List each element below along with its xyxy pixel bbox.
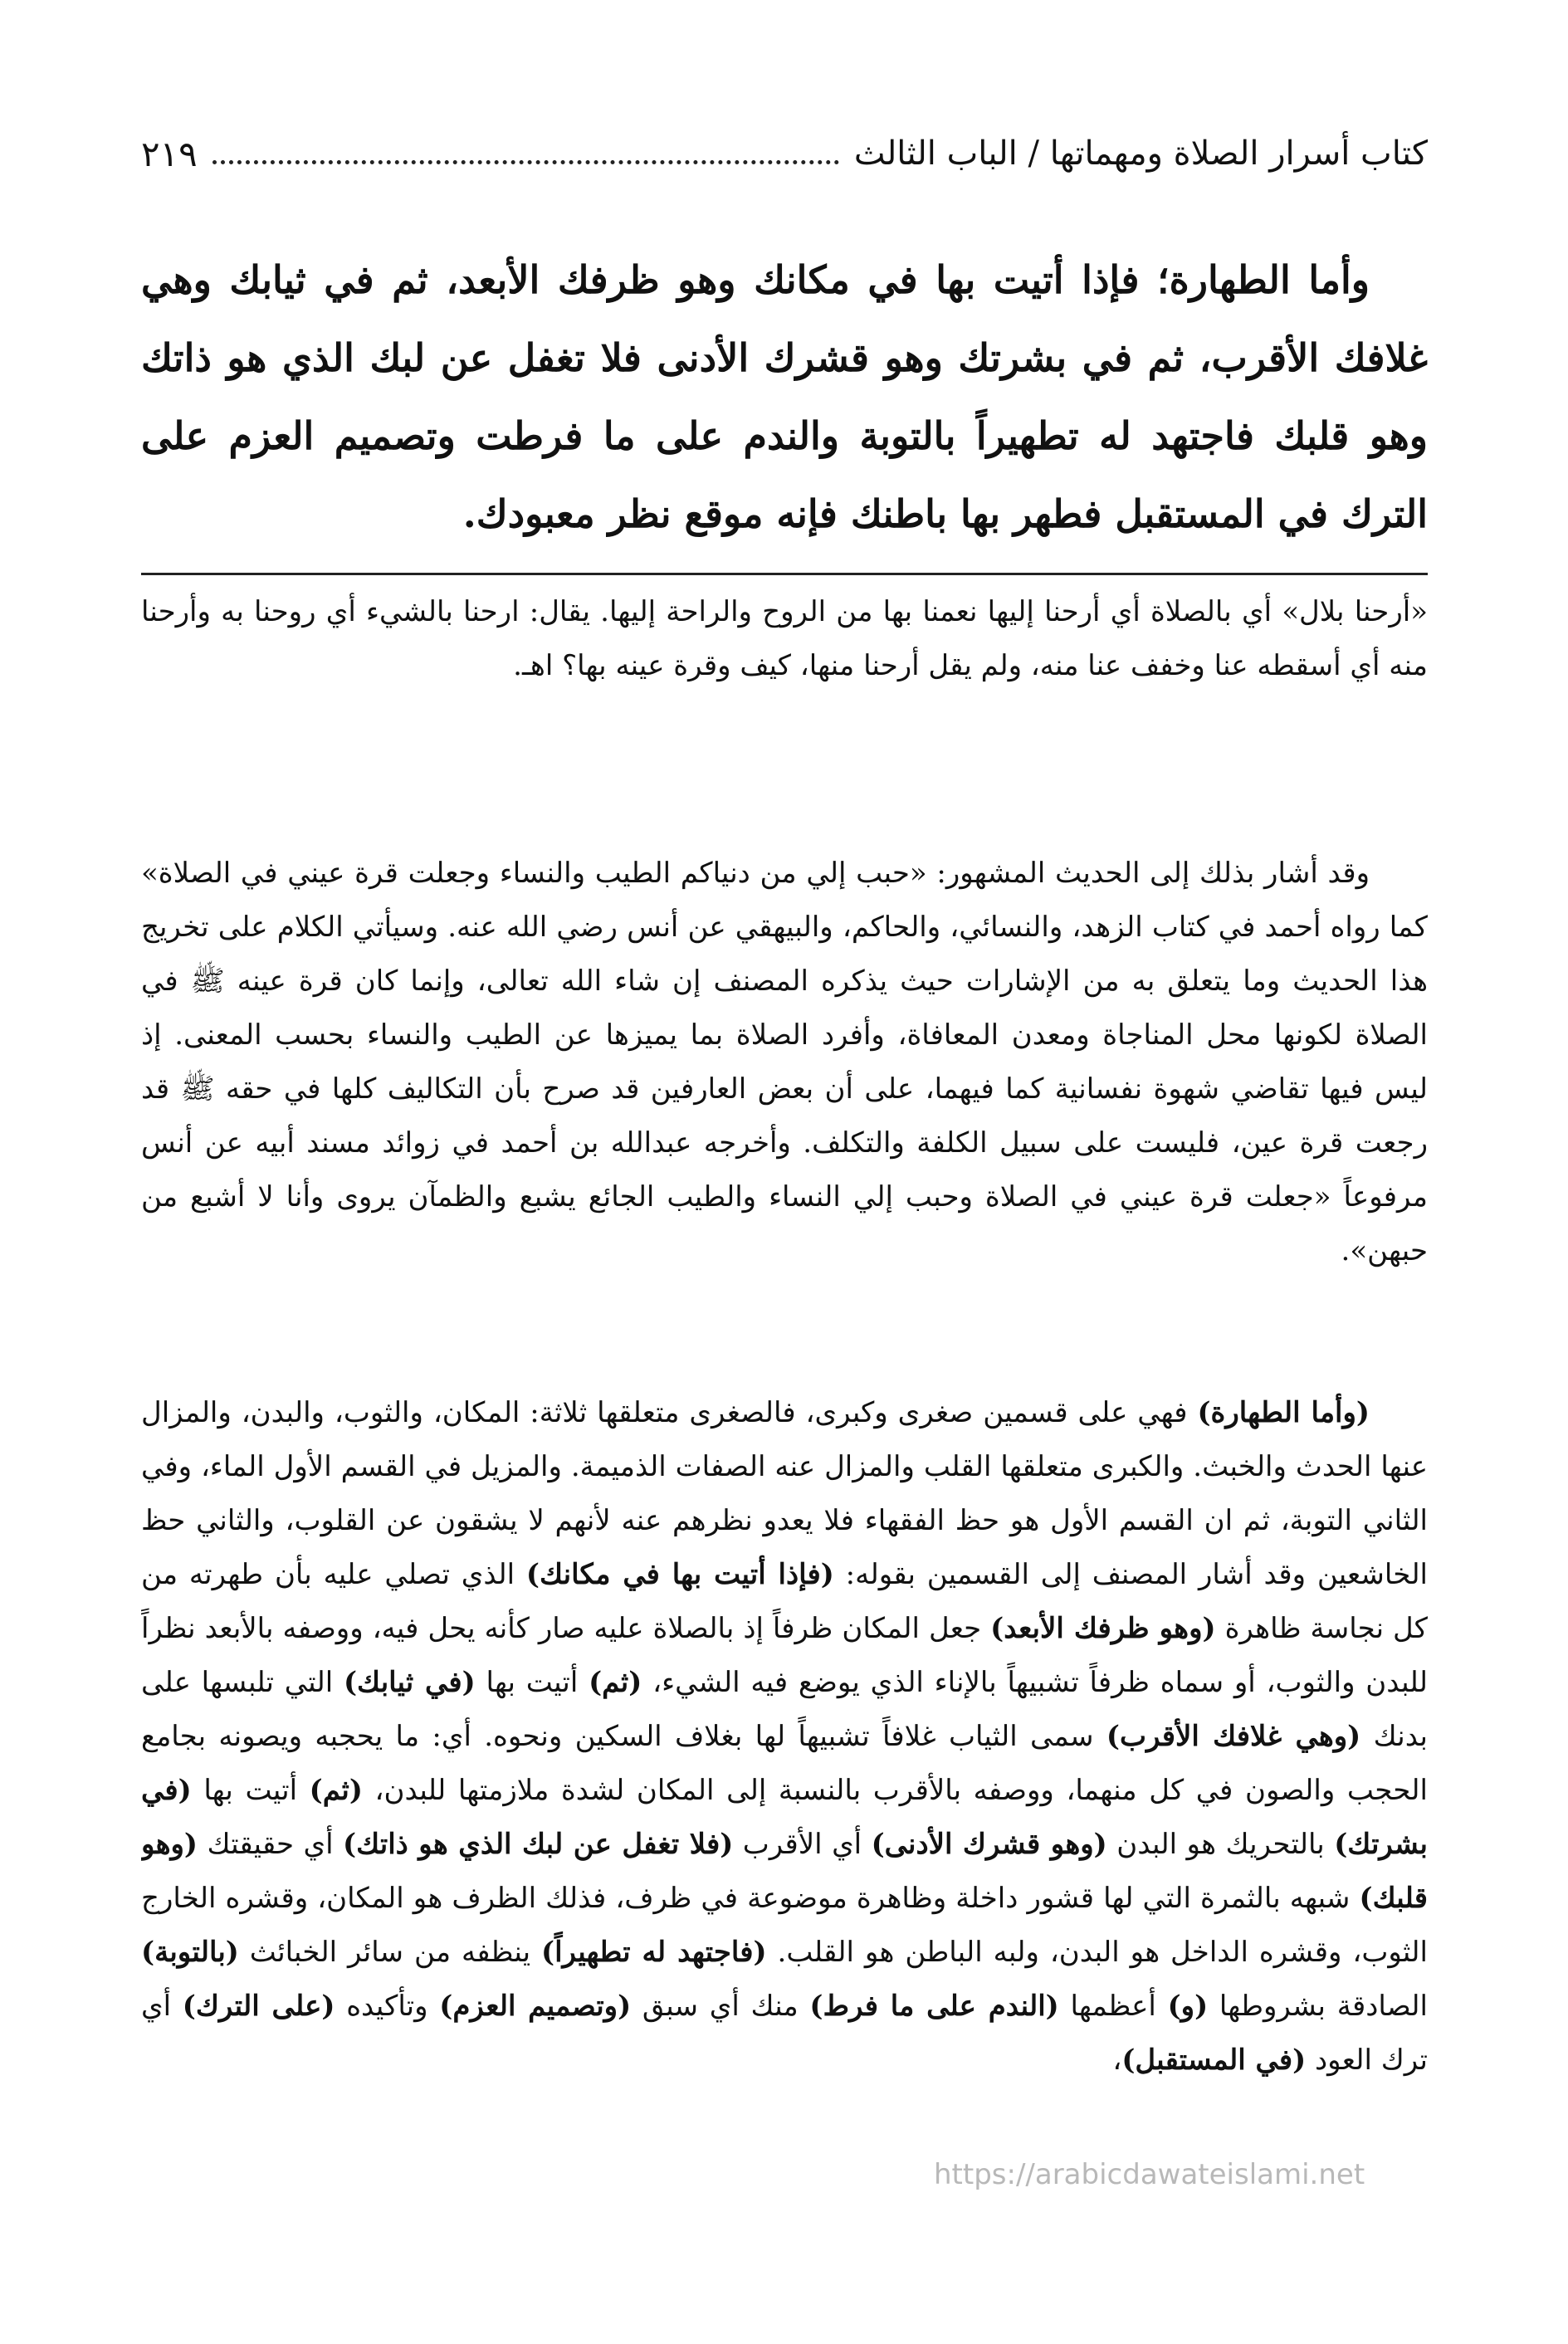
commentary-text: منك أي سبق — [631, 1990, 810, 2023]
commentary-quoted-text: (ثم) — [589, 1666, 642, 1699]
commentary-text: أي الأقرب — [733, 1828, 872, 1861]
footnote-1: «أرحنا بلال» أي بالصلاة أي أرحنا إليها نعمنا بها من الروح والراحة إليها. يقال: ارحنا بالشيء أي روحنا به وأرحنا منه أي أسقطه عنا وخفف عنا منه، ولم يقل أرحنا منها، كيف وقرة عينه بها؟ اهـ. — [141, 595, 1428, 682]
running-header — [141, 125, 1428, 183]
commentary-text: شبهه بالثمرة التي لها قشور داخلة وظاهرة موضوعة في ظرف، فذلك الظرف هو المكان، وقشره الخارج الثوب، وقشره الداخل هو البدن، ولبه الباطن هو القلب. — [141, 1882, 1428, 1969]
commentary-text: فهي على قسمين صغرى وكبرى، فالصغرى متعلقها ثلاثة: المكان، والثوب، والبدن، والمزال عنها الحدث والخبث. والكبرى متعلقها القلب والمزال عنه الصفات الذميمة. والمزيل في القسم الأول الماء، وفي الثاني التوبة، ثم ان القسم الأول هو حظ الفقهاء فلا يعدو نظرهم عنه لأنهم لا يشقون عن القلوب، والثاني حظ الخاشعين وقد أشار المصنف إلى القسمين بقوله: — [141, 1396, 1428, 1591]
commentary-text: بالتحريك هو البدن — [1106, 1828, 1335, 1861]
commentary-quoted-text: (الندم على ما فرط) — [809, 1990, 1059, 2023]
header-dot-leader — [212, 160, 839, 164]
commentary-text: سمى الثياب غلافاً تشبيهاً لها بغلاف السكين ونحوه. أي: ما يحجبه ويصونه بجامع الحجب والصون في كل منهما، ووصفه بالأقرب بالنسبة إلى المكان لشدة ملازمتها للبدن، — [141, 1720, 1428, 1807]
book-page — [141, 125, 1428, 2299]
commentary-text: ينظفه من سائر الخبائث — [238, 1936, 541, 1969]
footnote-divider — [141, 573, 1428, 575]
commentary-quoted-text: (في بشرتك) — [141, 1774, 1428, 1861]
commentary-quoted-text: (و) — [1167, 1990, 1209, 2023]
commentary-quoted-text: (على الترك) — [182, 1990, 335, 2023]
commentary-quoted-text: (وتصميم العزم) — [439, 1990, 632, 2023]
commentary-quoted-text: (فلا تغفل عن لبك الذي هو ذاتك) — [343, 1828, 734, 1861]
commentary-text: أتيت بها — [191, 1774, 310, 1807]
page-number: ٢١٩ — [141, 133, 198, 174]
commentary-text: أي ترك العود — [141, 1990, 1428, 2077]
commentary-text: أعظمها — [1058, 1990, 1168, 2023]
commentary-quoted-text: (في ثيابك) — [343, 1666, 476, 1699]
commentary-text: أي حقيقتك — [198, 1828, 343, 1861]
watermark: https://arabicdawateislami.net — [934, 2158, 1365, 2191]
commentary-quoted-text: (وهو ظرفك الأبعد) — [990, 1612, 1216, 1645]
commentary-quoted-text: (وأما الطهارة) — [1197, 1396, 1370, 1429]
commentary-quoted-text: (فاجتهد له تطهيراً) — [540, 1936, 767, 1969]
footnote-2: وقد أشار بذلك إلى الحديث المشهور: «حبب إلي من دنياكم الطيب والنساء وجعلت قرة عيني في الصلاة» كما رواه أحمد في كتاب الزهد، والنسائي، والحاكم، والبيهقي عن أنس رضي الله عنه. وسيأتي الكلام على تخريج هذا الحديث وما يتعلق به من الإشارات حيث يذكره المصنف إن شاء الله تعالى، وإنما كان قرة عينه ﷺ في الصلاة لكونها محل المناجاة ومعدن المعافاة، وأفرد الصلاة بما يميزها عن الطيب والنساء بحسب المعنى. إذ ليس فيها تقاضي شهوة نفسانية كما فيهما، على أن بعض العارفين قد صرح بأن التكاليف كلها في حقه ﷺ قد رجعت قرة عين، فليست على سبيل الكلفة والتكلف. وأخرجه عبدالله بن أحمد في زوائد مسند أبيه عن أنس مرفوعاً «جعلت قرة عيني في الصلاة وحبب إلي النساء والطيب الجائع يشبع والظمآن يروى وأنا لا أشبع من حبهن». — [141, 857, 1428, 1267]
commentary-text: ، — [1112, 2044, 1122, 2077]
commentary-quoted-text: (في المستقبل) — [1121, 2044, 1307, 2077]
commentary-quoted-text: (بالتوبة) — [141, 1936, 239, 1969]
commentary-text: الذي تصلي عليه بأن طهرته من كل نجاسة ظاهرة — [141, 1558, 1428, 1645]
commentary-quoted-text: (فإذا أتيت بها في مكانك) — [525, 1558, 834, 1591]
commentary-quoted-text: (ثم) — [309, 1774, 363, 1807]
commentary-text: الصادقة بشروطها — [1208, 1990, 1428, 2023]
commentary-paragraph — [141, 1386, 1428, 2088]
main-text: وأما الطهارة؛ فإذا أتيت بها في مكانك وهو ظرفك الأبعد، ثم في ثيابك وهي غلافك الأقرب، ثم في بشرتك وهو قشرك الأدنى فلا تغفل عن لبك الذي هو ذاتك وهو قلبك فاجتهد له تطهيراً بالتوبة والندم على ما فرطت وتصميم العزم على الترك في المستقبل فطهر بها باطنك فإنه موقع نظر معبودك. — [141, 257, 1428, 536]
commentary-quoted-text: (وهو قشرك الأدنى) — [871, 1828, 1107, 1861]
commentary-quoted-text: (وهو قلبك) — [141, 1828, 1428, 1915]
commentary-quoted-text: (وهي غلافك الأقرب) — [1106, 1720, 1361, 1753]
commentary-text: التي تلبسها على بدنك — [141, 1666, 1428, 1753]
commentary-text: جعل المكان ظرفاً إذ بالصلاة عليه صار كأنه يحل فيه، ووصفه بالأبعد نظراً للبدن والثوب، أو سماه ظرفاً تشبيهاً بالإناء الذي يوضع فيه الشيء، — [141, 1612, 1428, 1699]
commentary-text: أتيت بها — [475, 1666, 589, 1699]
header-title: كتاب أسرار الصلاة ومهماتها / الباب الثالث — [853, 134, 1428, 173]
commentary-text: وتأكيده — [335, 1990, 440, 2023]
